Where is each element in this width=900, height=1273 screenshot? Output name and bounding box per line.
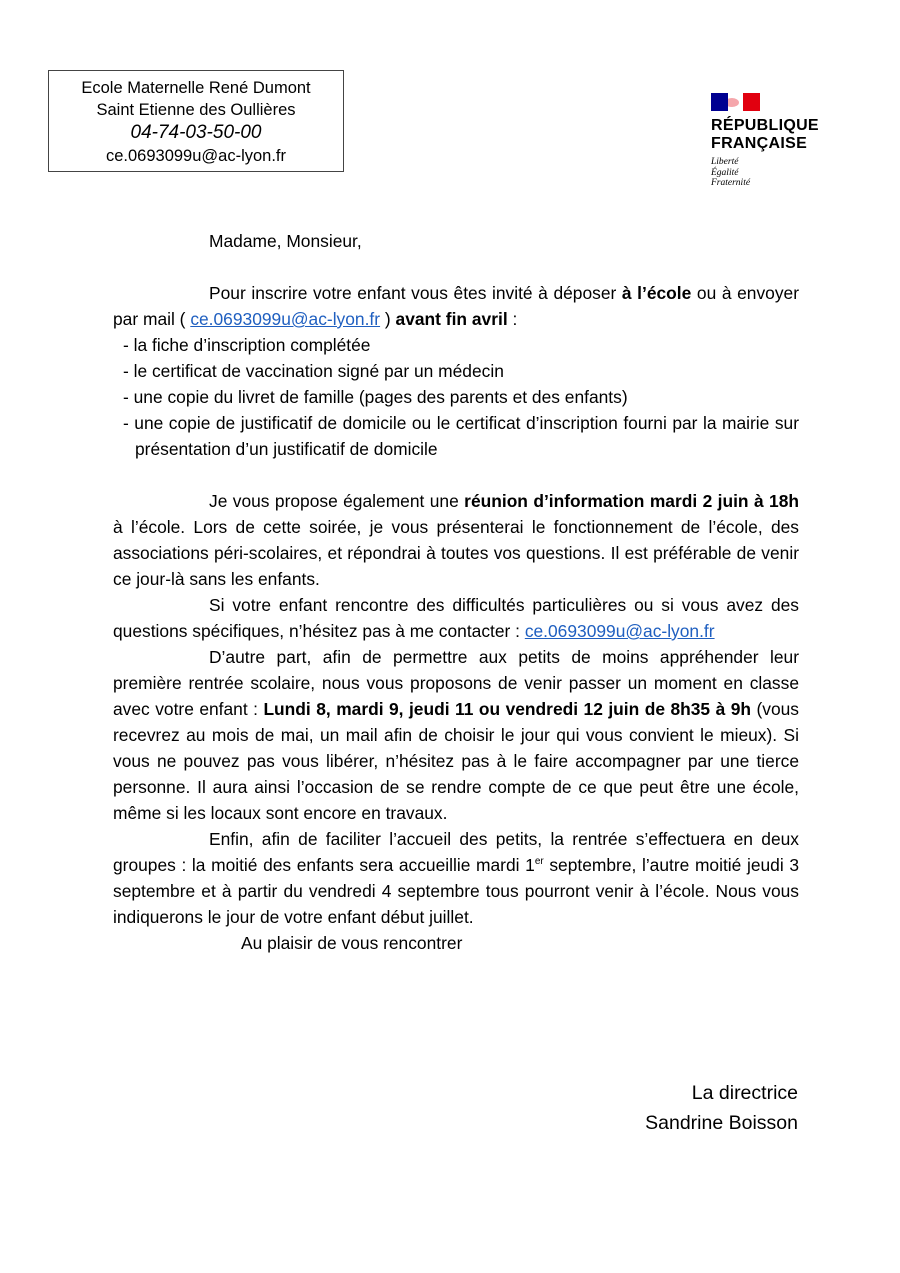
signature-block xyxy=(645,1078,798,1138)
email-link[interactable]: ce.0693099u@ac-lyon.fr xyxy=(524,621,715,641)
marianne-flag-icon xyxy=(711,93,760,111)
republique-francaise-logo xyxy=(711,93,841,189)
letter-body xyxy=(113,228,799,956)
school-contact-box xyxy=(48,70,344,172)
logo-title-line1: RÉPUBLIQUE xyxy=(711,117,819,134)
greeting: Madame, Monsieur, xyxy=(209,231,362,251)
signature-name: Sandrine Boisson xyxy=(645,1112,798,1134)
paragraph-registration: Pour inscrire votre enfant vous êtes invité à déposer à l’école ou à envoyer par mail ( ce.0693099u@ac-lyon.fr ) avant fin avril : xyxy=(113,283,799,329)
motto-egalite: Égalité xyxy=(711,167,739,178)
list-item: - le certificat de vaccination signé par un médecin xyxy=(123,361,504,381)
motto-fraternite: Fraternité xyxy=(711,178,751,188)
logo-title-line2: FRANÇAISE xyxy=(711,135,808,152)
closing-line: Au plaisir de vous rencontrer xyxy=(241,933,463,953)
list-item: - une copie de justificatif de domicile ou le certificat d’inscription fourni par la mairie sur présentation d’un justificatif de domicile xyxy=(123,413,799,459)
list-item: - une copie du livret de famille (pages des parents et des enfants) xyxy=(123,387,628,407)
school-email: ce.0693099u@ac-lyon.fr xyxy=(105,147,287,165)
school-phone: 04-74-03-50-00 xyxy=(130,122,262,143)
paragraph-class-visit: D’autre part, afin de permettre aux petits de moins appréhender leur première rentrée scolaire, nous vous proposons de venir passer un moment en classe avec votre enfant : Lundi 8, mardi 9, jeudi 11 ou vendredi 12 juin de 8h35 à 9h (vous recevrez au mois de mai, un mail afin de choisir le jour qui vous convient le mieux). Si vous ne pouvez pas vous libérer, n’hésitez pas à le faire accompagner par une tierce personne. Il aura ainsi l’occasion de se rendre compte de ce que peut être une école, même si les locaux sont encore en travaux. xyxy=(113,647,799,823)
paragraph-contact: Si votre enfant rencontre des difficultés particulières ou si vous avez des questions spécifiques, n’hésitez pas à me contacter : ce.0693099u@ac-lyon.fr xyxy=(113,595,799,641)
school-town: Saint Etienne des Oullières xyxy=(96,101,296,119)
paragraph-meeting: Je vous propose également une réunion d’information mardi 2 juin à 18h à l’école. Lors de cette soirée, je vous présenterai le fonctionnement de l’école, des associations péri-scolaires, et répondrai à toutes vos questions. Il est préférable de venir ce jour-là sans les enfants. xyxy=(113,491,799,589)
motto-liberte: Liberté xyxy=(711,157,739,167)
signature-role: La directrice xyxy=(691,1082,798,1104)
email-link[interactable]: ce.0693099u@ac-lyon.fr xyxy=(190,309,381,329)
list-item: - la fiche d’inscription complétée xyxy=(123,335,371,355)
documents-list xyxy=(113,332,799,462)
paragraph-school-start: Enfin, afin de faciliter l’accueil des petits, la rentrée s’effectuera en deux groupes : la moitié des enfants sera accueillie mardi 1er septembre, l’autre moitié jeudi 3 septembre et à partir du vendredi 4 septembre tous pourront venir à l’école. Nous vous indiquerons le jour de votre enfant début juillet. xyxy=(113,829,799,927)
logo-motto xyxy=(711,157,841,189)
school-name: Ecole Maternelle René Dumont xyxy=(81,79,311,97)
